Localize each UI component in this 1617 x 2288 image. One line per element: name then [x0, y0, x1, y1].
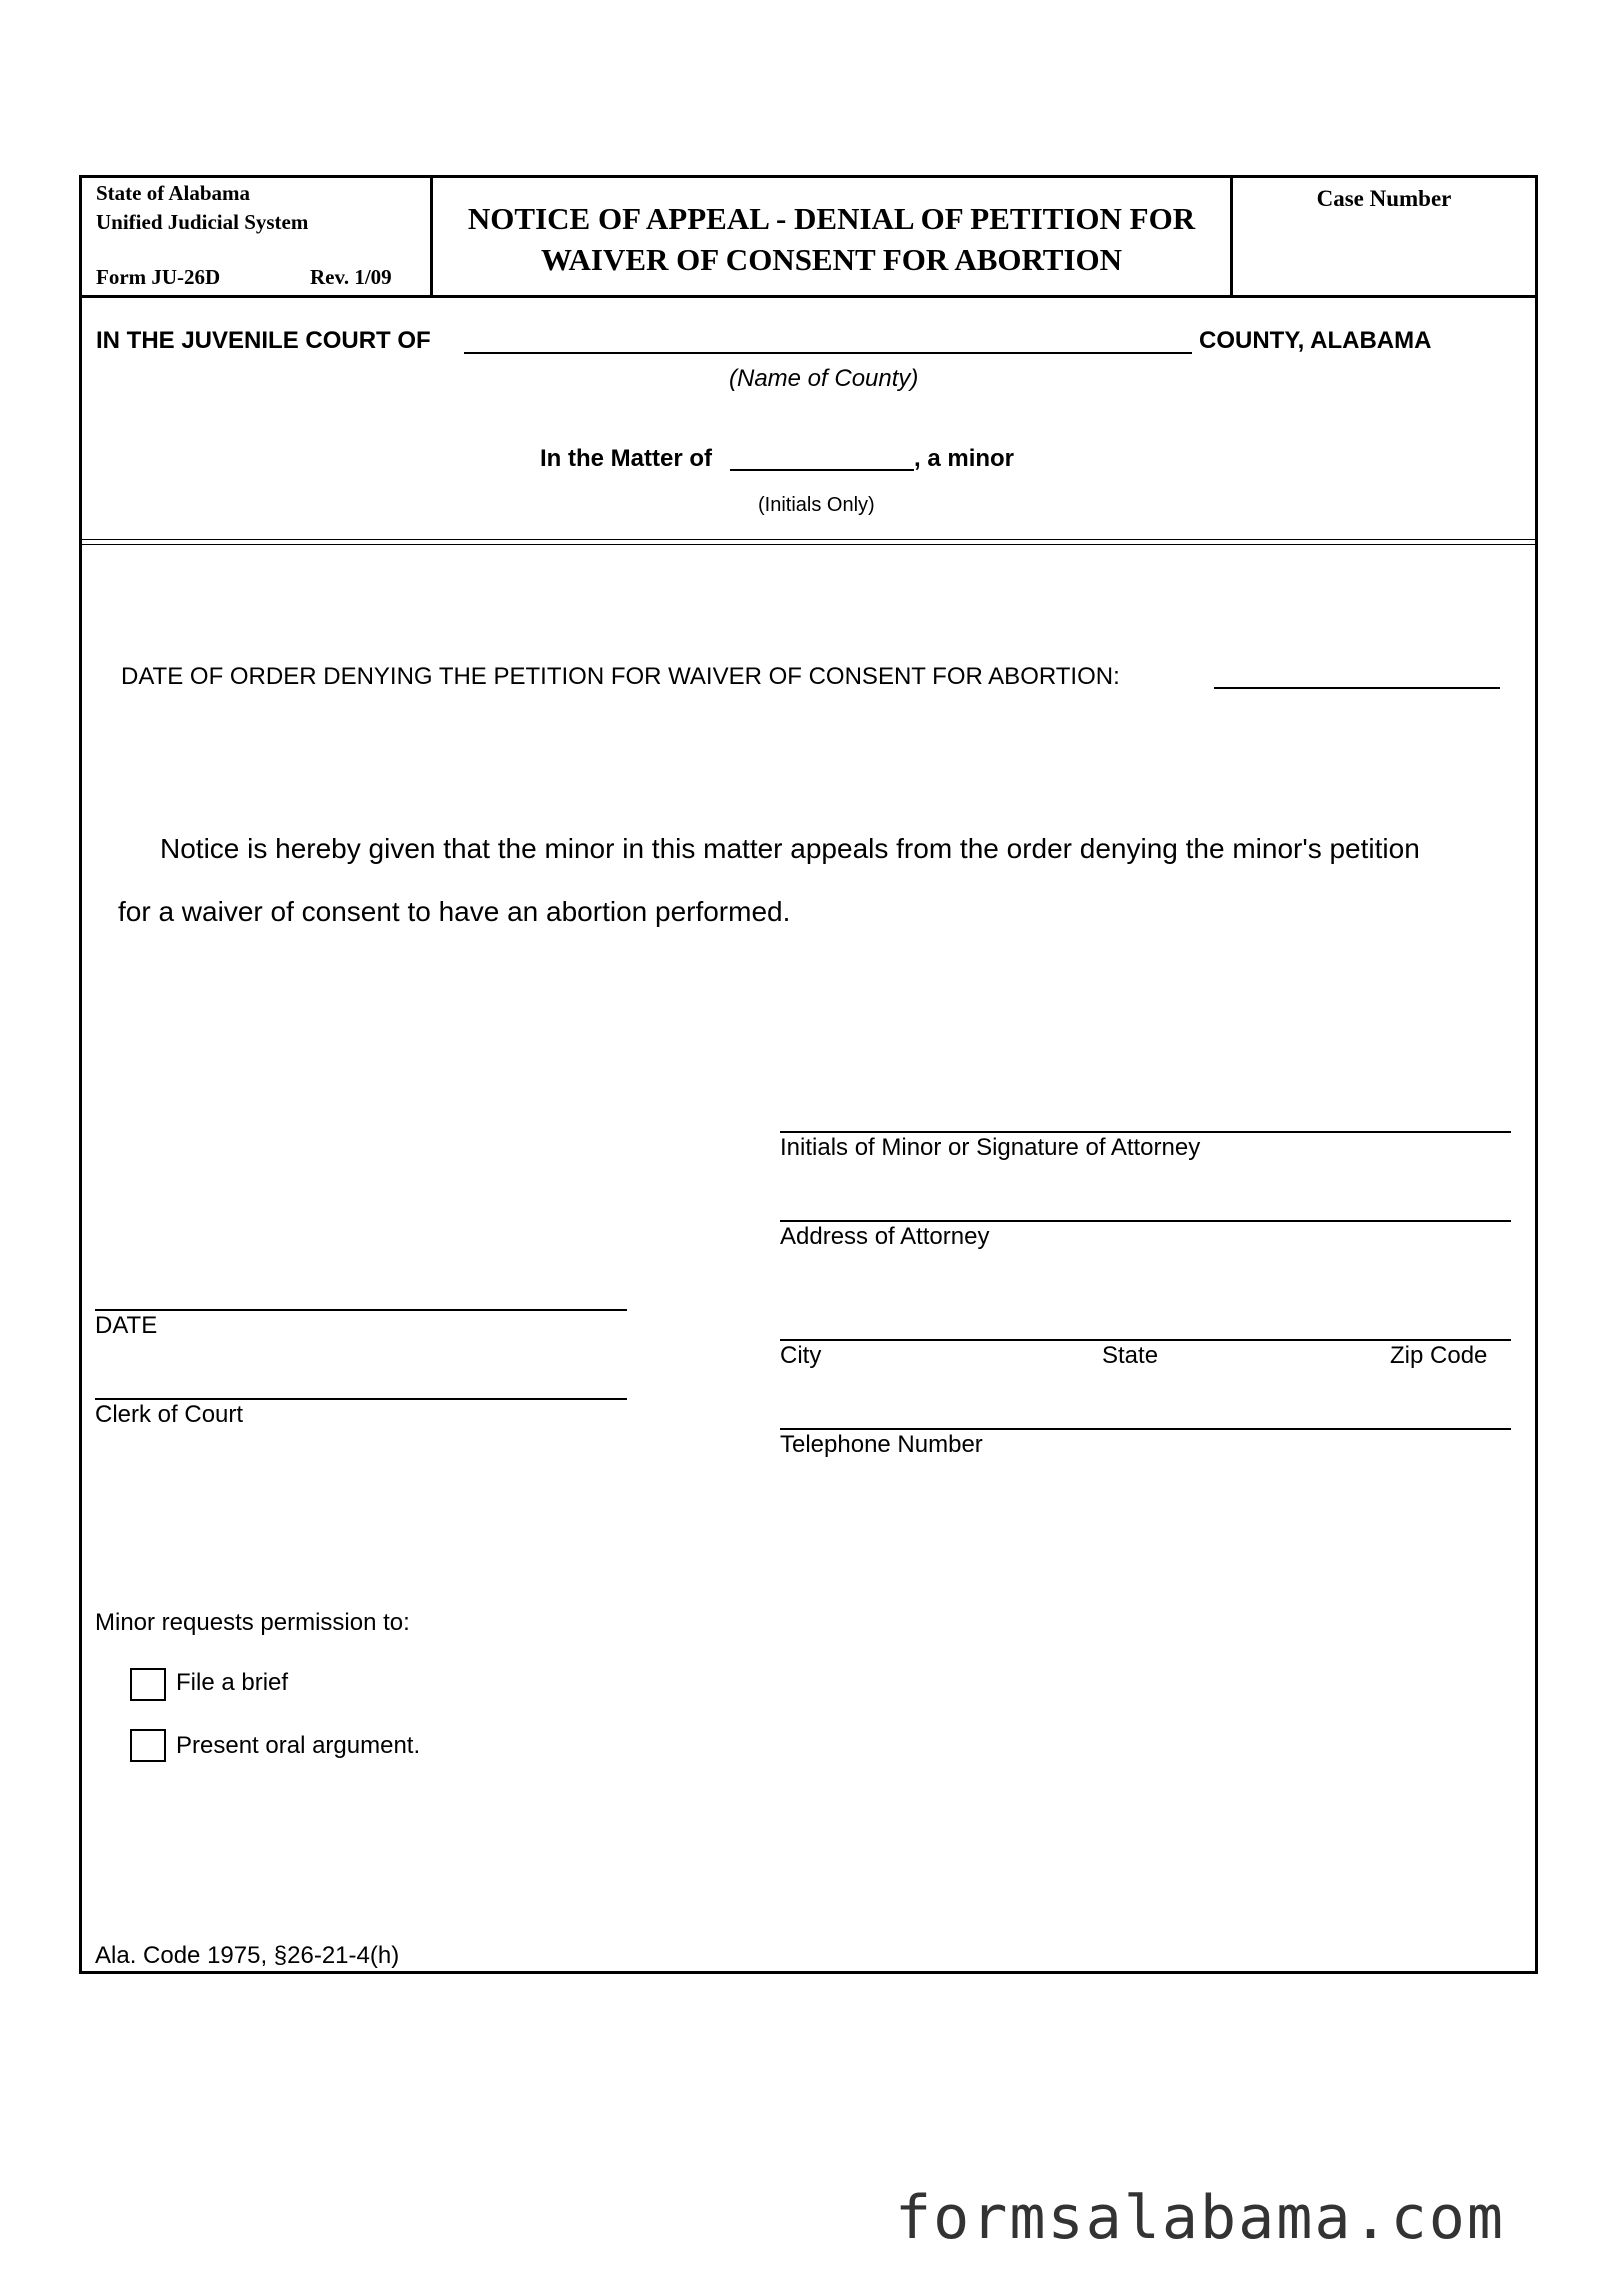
notice-line-2: for a waiver of consent to have an abortion performed. [118, 896, 791, 927]
form-frame [79, 175, 1538, 1974]
court-prefix: IN THE JUVENILE COURT OF [96, 327, 431, 354]
case-number-label: Case Number [1316, 186, 1452, 211]
caption-divider-bottom [82, 544, 1535, 545]
permissions-heading: Minor requests permission to: [95, 1609, 410, 1636]
attorney-address-line[interactable] [780, 1220, 1511, 1222]
city-caption: City [780, 1342, 822, 1369]
caption-divider-top [82, 539, 1535, 540]
oral-argument-label: Present oral argument. [176, 1732, 421, 1759]
matter-suffix: , a minor [914, 445, 1015, 472]
file-brief-checkbox[interactable] [130, 1668, 166, 1701]
file-brief-label: File a brief [176, 1669, 289, 1696]
telephone-caption: Telephone Number [780, 1431, 983, 1458]
date-caption: DATE [95, 1312, 158, 1339]
telephone-line[interactable] [780, 1428, 1511, 1430]
order-date-field[interactable] [1214, 687, 1500, 689]
county-field[interactable] [464, 352, 1192, 354]
city-state-zip-line[interactable] [780, 1339, 1511, 1341]
oral-argument-checkbox[interactable] [130, 1729, 166, 1762]
clerk-caption: Clerk of Court [95, 1401, 244, 1428]
date-line[interactable] [95, 1309, 627, 1311]
form-title [433, 178, 1233, 295]
court-suffix: COUNTY, ALABAMA [1199, 327, 1432, 354]
minor-initials-field[interactable] [730, 469, 914, 471]
org-line-2: Unified Judicial System [96, 210, 309, 234]
org-line-1: State of Alabama [96, 181, 250, 205]
order-date-label: DATE OF ORDER DENYING THE PETITION FOR WAIVER OF CONSENT FOR ABORTION: [121, 663, 1120, 690]
signature-line[interactable] [780, 1131, 1511, 1133]
case-number-box[interactable] [1233, 178, 1535, 295]
zip-caption: Zip Code [1390, 1342, 1488, 1369]
site-watermark: formsalabama.com [895, 2183, 1505, 2253]
form-number: Form JU-26D [96, 265, 221, 289]
clerk-line[interactable] [95, 1398, 627, 1400]
signature-caption: Initials of Minor or Signature of Attorney [780, 1134, 1201, 1161]
title-line-2: WAIVER OF CONSENT FOR ABORTION [540, 242, 1123, 277]
header-divider [82, 295, 1535, 298]
statute-citation: Ala. Code 1975, §26-21-4(h) [95, 1942, 400, 1969]
attorney-address-caption: Address of Attorney [780, 1223, 990, 1250]
initials-caption: (Initials Only) [758, 494, 875, 516]
matter-prefix: In the Matter of [540, 445, 712, 472]
title-line-1: NOTICE OF APPEAL - DENIAL OF PETITION FOR [467, 201, 1196, 236]
state-caption: State [1102, 1342, 1159, 1369]
form-header-info [82, 178, 433, 295]
county-caption: (Name of County) [729, 365, 919, 392]
form-revision: Rev. 1/09 [310, 265, 392, 289]
notice-line-1: Notice is hereby given that the minor in this matter appeals from the order denying the minor's petition [160, 833, 1420, 864]
